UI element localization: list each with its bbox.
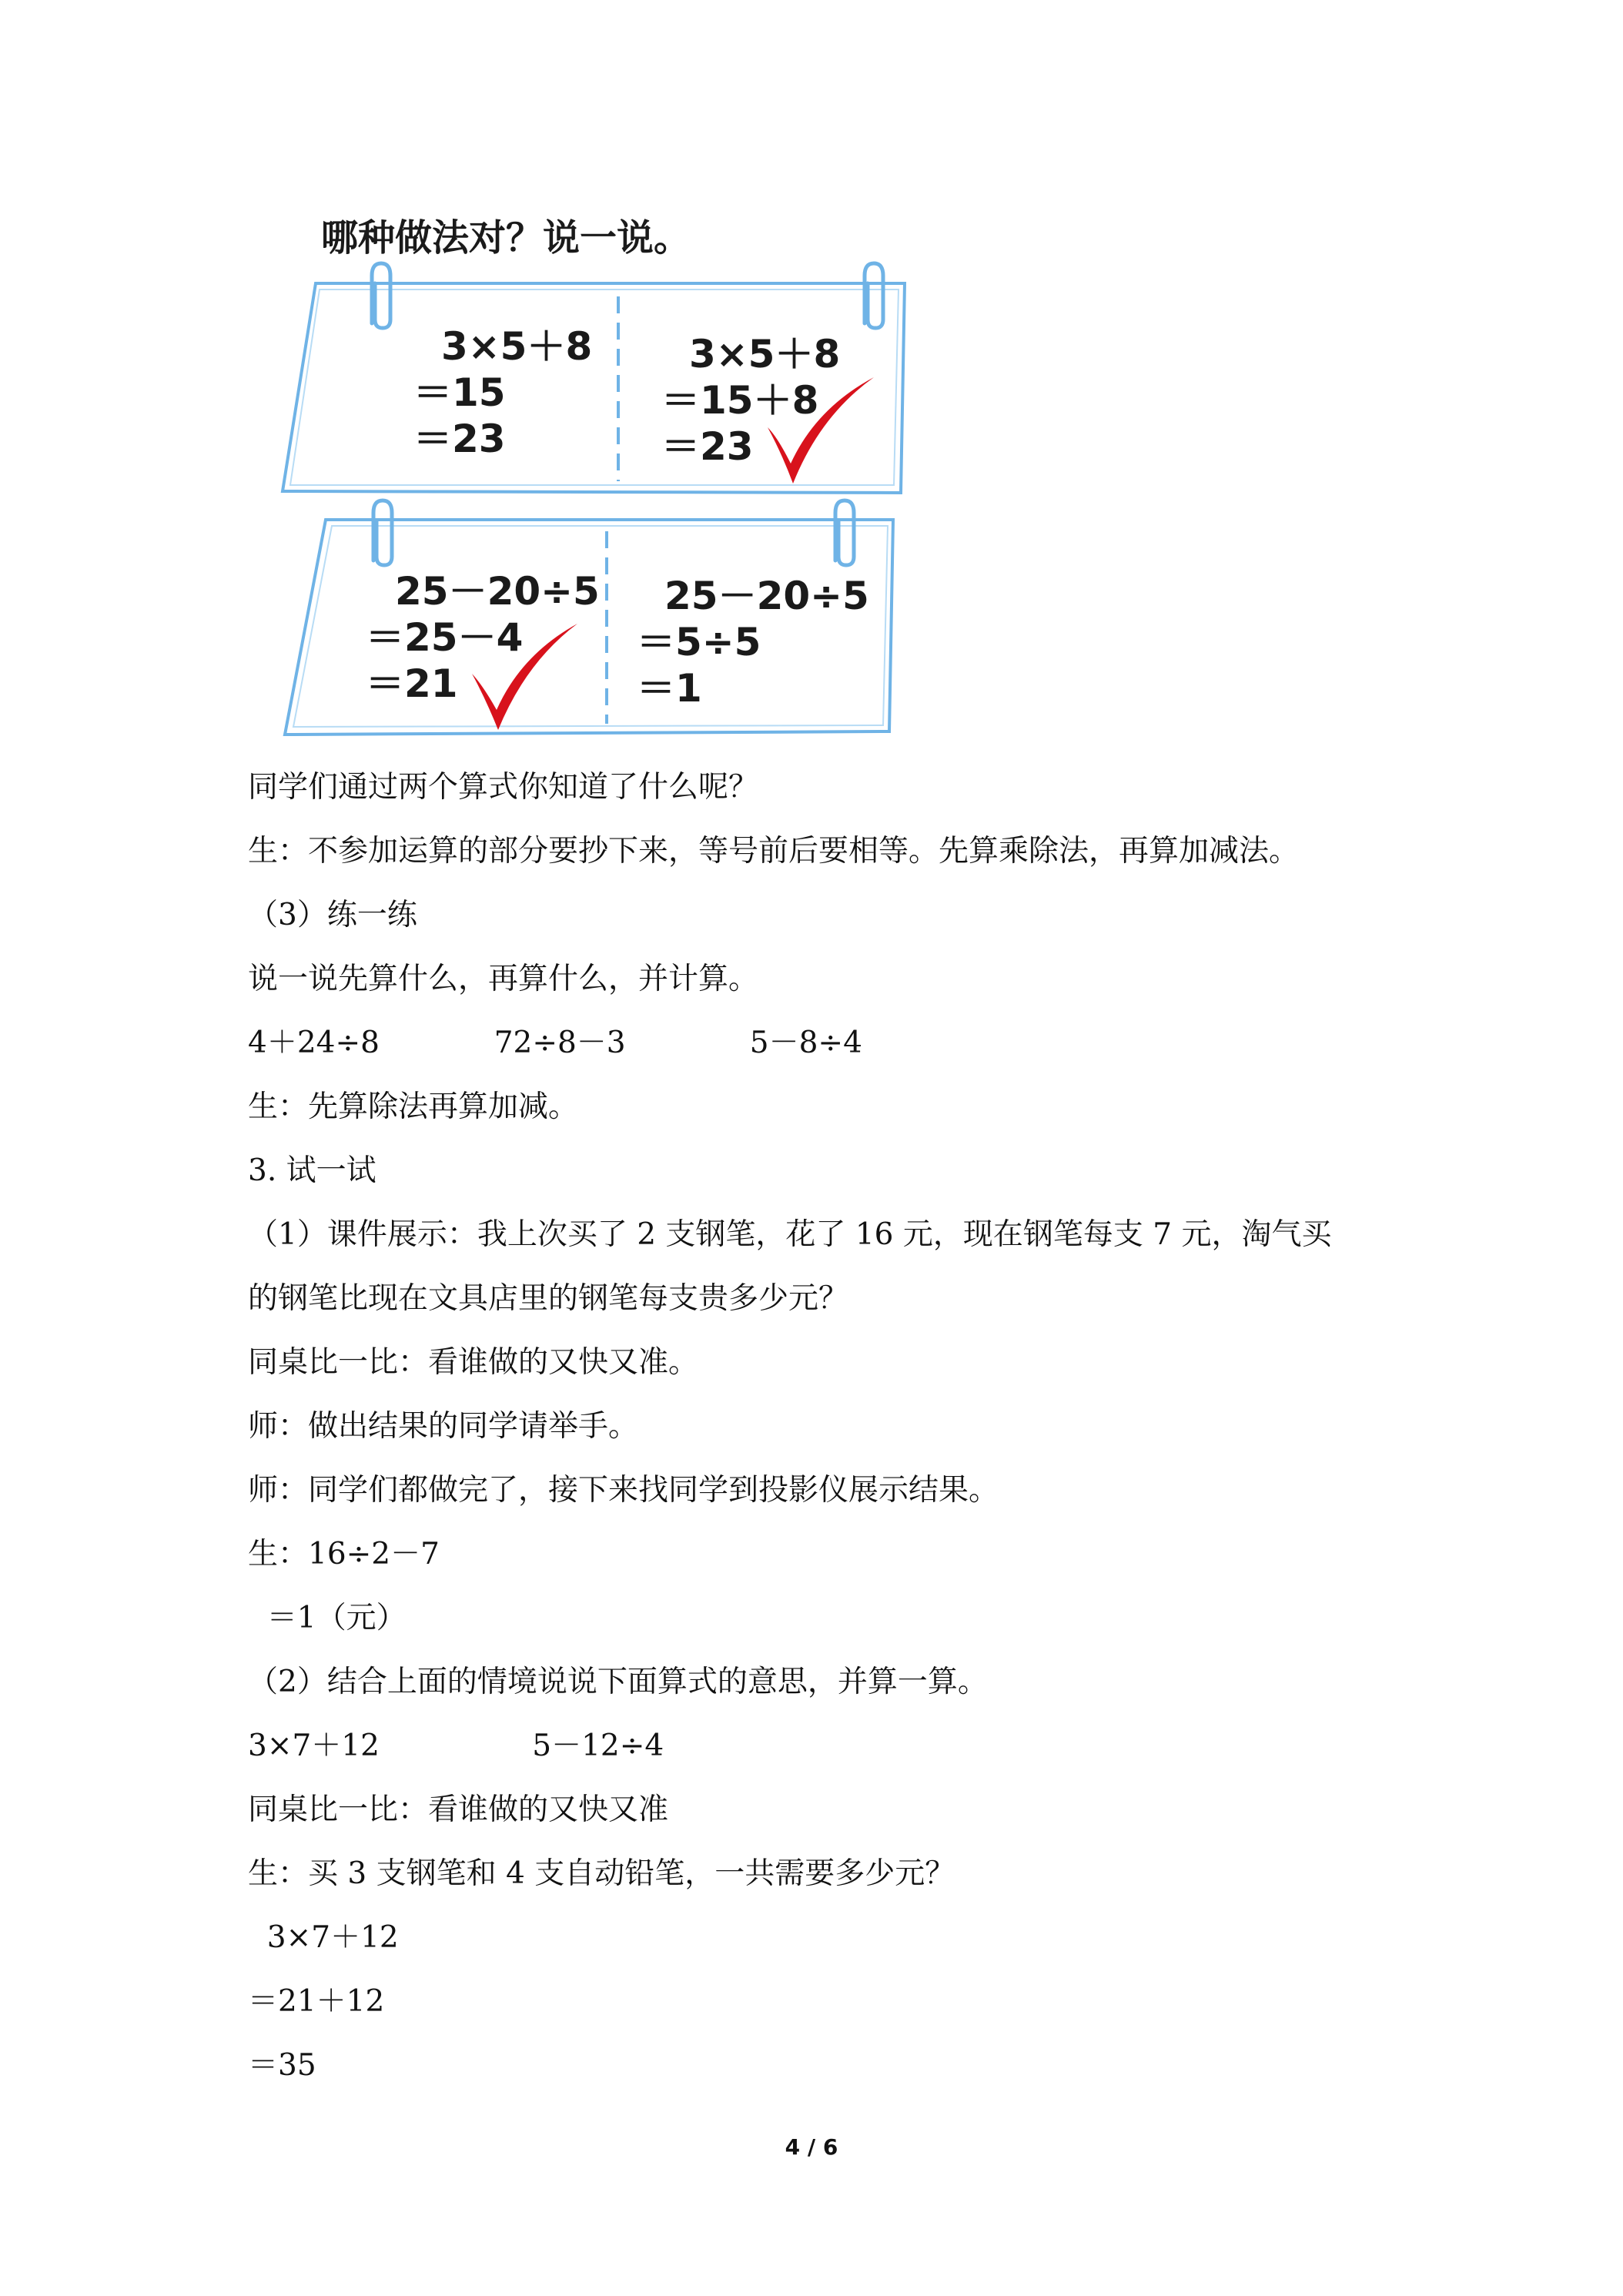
card-2-right-line-2: ＝5÷5 — [637, 620, 761, 664]
text-line: 生：先算除法再算加减。 — [248, 1089, 579, 1124]
text-line: 师：同学们都做完了，接下来找同学到投影仪展示结果。 — [248, 1473, 999, 1508]
text-line: （2）结合上面的情境说说下面算式的意思，并算一算。 — [248, 1665, 988, 1699]
text-line: ＝35 — [248, 2048, 316, 2083]
text-line: 4＋24÷8 72÷8－3 5－8÷4 — [248, 1026, 862, 1060]
card-1-left-line-2: ＝15 — [413, 370, 506, 415]
card-2-left-line-3: ＝21 — [366, 661, 458, 706]
text-line: ＝21＋12 — [248, 1984, 385, 2019]
figure-title: 哪种做法对？说一说。 — [321, 216, 691, 259]
text-line: 师：做出结果的同学请举手。 — [248, 1409, 639, 1444]
page-number: 4 / 6 — [785, 2134, 838, 2160]
exercise-figure — [273, 192, 912, 747]
card-2-left-line-1: 25－20÷5 — [395, 569, 600, 614]
card-1-right-line-1: 3×5＋8 — [689, 332, 841, 377]
text-line: ＝1（元） — [248, 1601, 407, 1635]
text-line: 3. 试一试 — [248, 1153, 376, 1188]
text-line: （1）课件展示：我上次买了 2 支钢笔，花了 16 元，现在钢笔每支 7 元，淘气买 — [248, 1217, 1332, 1252]
text-line: 同桌比一比：看谁做的又快又准。 — [248, 1345, 699, 1380]
card-2-right-line-1: 25－20÷5 — [664, 574, 869, 618]
text-line: 生：不参加运算的部分要抄下来，等号前后要相等。先算乘除法，再算加减法。 — [248, 834, 1300, 869]
card-1-left-line-3: ＝23 — [413, 417, 506, 461]
card-2-left-line-2: ＝25－4 — [366, 615, 524, 660]
text-line: 同学们通过两个算式你知道了什么呢？ — [248, 770, 759, 805]
text-line: 说一说先算什么，再算什么，并计算。 — [248, 962, 759, 996]
card-1-left-line-1: 3×5＋8 — [441, 324, 593, 369]
text-line: 生：16÷2－7 — [248, 1537, 440, 1571]
card-2-right-line-3: ＝1 — [637, 666, 702, 711]
text-line: （3）练一练 — [248, 898, 417, 932]
text-line: 3×7＋12 5－12÷4 — [248, 1729, 664, 1763]
text-line: 3×7＋12 — [248, 1920, 399, 1955]
text-line: 的钢笔比现在文具店里的钢笔每支贵多少元？ — [248, 1281, 849, 1316]
text-line: 同桌比一比：看谁做的又快又准 — [248, 1792, 669, 1827]
text-line: 生：买 3 支钢笔和 4 支自动铅笔，一共需要多少元？ — [248, 1856, 955, 1891]
card-1-right-line-3: ＝23 — [661, 424, 754, 469]
card-1-right-line-2: ＝15＋8 — [661, 378, 819, 423]
